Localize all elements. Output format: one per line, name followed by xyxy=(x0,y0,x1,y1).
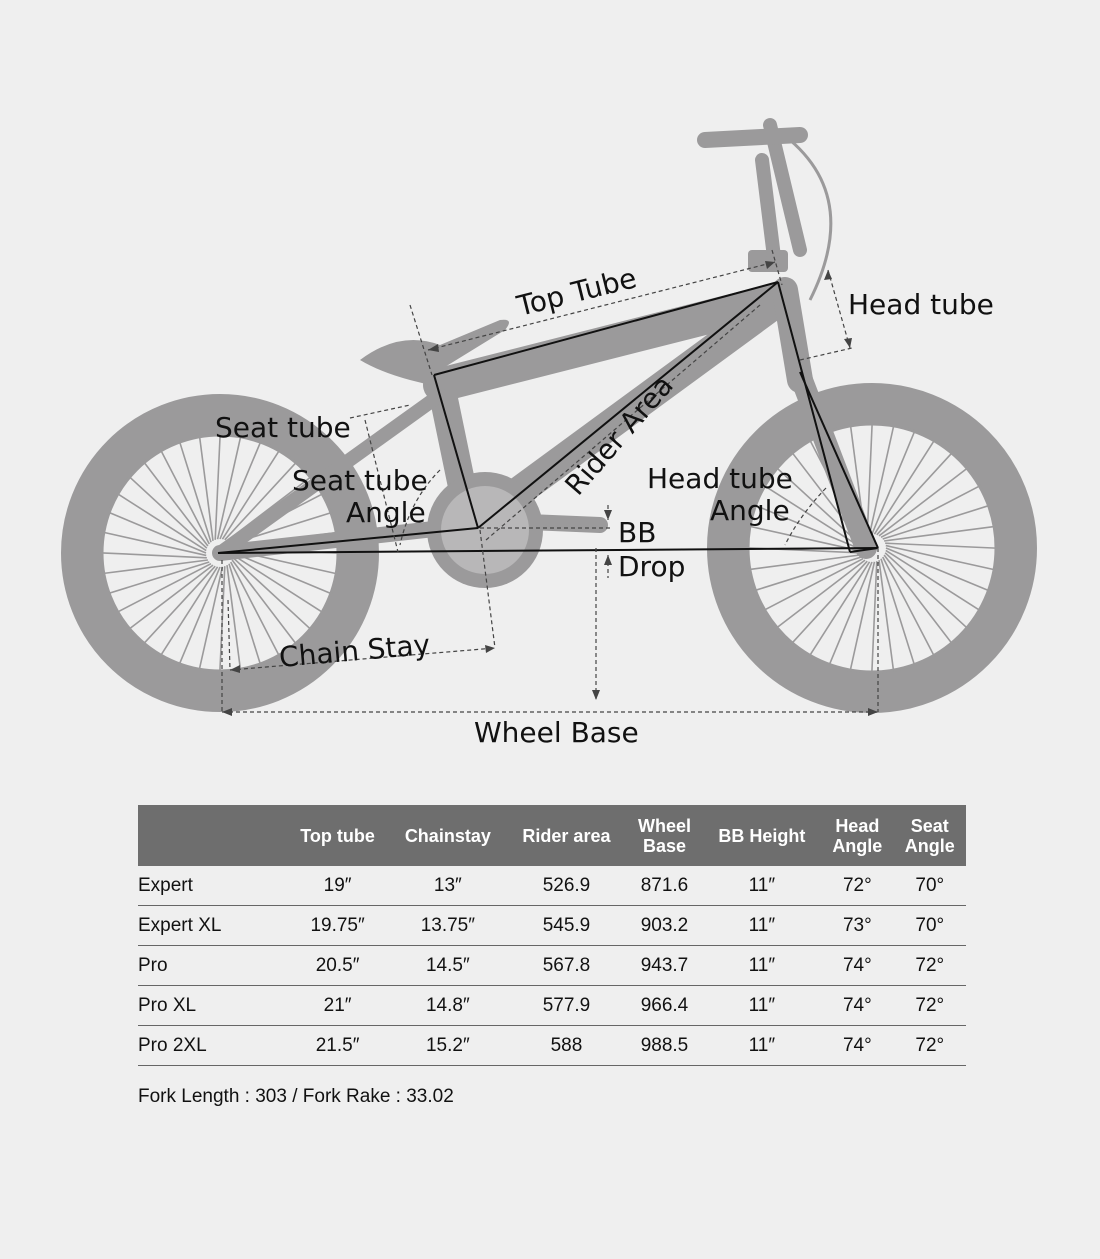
table-cell: 11″ xyxy=(703,1026,822,1066)
table-cell: 871.6 xyxy=(626,866,702,906)
table-cell: 11″ xyxy=(703,946,822,986)
table-cell: 545.9 xyxy=(507,906,627,946)
spoke xyxy=(886,546,994,570)
geometry-table xyxy=(138,805,966,1066)
table-cell: 74° xyxy=(821,986,893,1026)
table-cell: 21″ xyxy=(286,986,389,1026)
table-cell: 20.5″ xyxy=(286,946,389,986)
table-row xyxy=(138,986,966,1026)
table-cell: 11″ xyxy=(703,866,822,906)
seat-tube-angle-label-line2: Angle xyxy=(346,496,426,529)
table-cell: 588 xyxy=(507,1026,627,1066)
table-cell: 72° xyxy=(894,986,966,1026)
table-cell: 70° xyxy=(894,906,966,946)
table-cell: 988.5 xyxy=(626,1026,702,1066)
spoke xyxy=(218,437,241,539)
column-header-text: Angle xyxy=(832,835,883,856)
column-header-text: Wheel xyxy=(637,815,691,836)
table-cell: 966.4 xyxy=(626,986,702,1026)
model-name-cell: Pro XL xyxy=(138,986,286,1026)
spoke xyxy=(885,543,996,548)
spoke xyxy=(750,526,858,550)
bb-drop-label-line2: Drop xyxy=(618,550,686,583)
column-header-text: BB Height xyxy=(718,825,806,846)
column-header xyxy=(389,805,506,866)
column-header-text: Rider area xyxy=(522,825,611,846)
column-header-text: Angle xyxy=(904,835,955,856)
column-header xyxy=(507,805,627,866)
head-tube-angle-label-line2: Angle xyxy=(710,494,790,527)
spoke xyxy=(872,561,877,672)
table-cell: 14.5″ xyxy=(389,946,506,986)
table-cell: 13″ xyxy=(389,866,506,906)
column-header xyxy=(703,805,822,866)
column-header xyxy=(138,805,286,866)
top-tube-label: Top Tube xyxy=(513,261,640,323)
seat-tube-angle-label-line1: Seat tube xyxy=(292,464,428,497)
spoke xyxy=(867,424,872,535)
table-cell: 577.9 xyxy=(507,986,627,1026)
table-cell: 19″ xyxy=(286,866,389,906)
spoke xyxy=(881,486,979,537)
spoke xyxy=(199,567,222,669)
seat-tube-label: Seat tube xyxy=(215,411,351,444)
table-cell: 70° xyxy=(894,866,966,906)
table-cell: 11″ xyxy=(703,986,822,1026)
chain-stay-label: Chain Stay xyxy=(277,627,432,674)
table-cell: 943.7 xyxy=(626,946,702,986)
table-cell: 15.2″ xyxy=(389,1026,506,1066)
table-cell: 74° xyxy=(821,1026,893,1066)
model-name-cell: Expert xyxy=(138,866,286,906)
spoke xyxy=(870,426,894,534)
table-cell: 72° xyxy=(894,946,966,986)
bb-drop-label-line1: BB xyxy=(618,516,657,549)
column-header xyxy=(821,805,893,866)
table-cell: 567.8 xyxy=(507,946,627,986)
column-header xyxy=(626,805,702,866)
spoke xyxy=(765,559,863,610)
table-row xyxy=(138,866,966,906)
spoke xyxy=(215,435,220,540)
table-cell: 74° xyxy=(821,946,893,986)
head-tube-label: Head tube xyxy=(848,288,994,321)
table-header-row xyxy=(138,805,966,866)
column-header-text: Chainstay xyxy=(404,825,491,846)
table-row xyxy=(138,946,966,986)
head-tube-angle-label-line1: Head tube xyxy=(647,462,793,495)
column-header xyxy=(894,805,966,866)
column-header-text: Base xyxy=(642,835,686,856)
table-cell: 13.75″ xyxy=(389,906,506,946)
table-cell: 11″ xyxy=(703,906,822,946)
table-cell: 73° xyxy=(821,906,893,946)
table-cell: 19.75″ xyxy=(286,906,389,946)
table-cell: 72° xyxy=(894,1026,966,1066)
wheel-base-label: Wheel Base xyxy=(474,716,639,749)
column-header-text: Head xyxy=(835,815,880,836)
table-cell: 526.9 xyxy=(507,866,627,906)
spoke xyxy=(231,562,279,655)
spoke xyxy=(161,451,209,544)
model-name-cell: Pro xyxy=(138,946,286,986)
model-name-cell: Pro 2XL xyxy=(138,1026,286,1066)
fork-footnote: Fork Length : 303 / Fork Rake : 33.02 xyxy=(138,1086,454,1107)
spoke xyxy=(883,557,934,655)
column-header xyxy=(286,805,389,866)
spoke xyxy=(102,553,207,558)
table-cell: 903.2 xyxy=(626,906,702,946)
table-row xyxy=(138,1026,966,1066)
table-row xyxy=(138,906,966,946)
column-header-text: Top tube xyxy=(300,825,375,846)
model-name-cell: Expert XL xyxy=(138,906,286,946)
rider-area-label: Rider Area xyxy=(558,368,680,502)
spoke xyxy=(118,564,211,612)
table-cell: 14.8″ xyxy=(389,986,506,1026)
spoke xyxy=(850,562,874,670)
column-header-text: Seat xyxy=(910,815,949,836)
table-cell: 21.5″ xyxy=(286,1026,389,1066)
table-cell: 72° xyxy=(821,866,893,906)
spoke xyxy=(104,532,206,555)
